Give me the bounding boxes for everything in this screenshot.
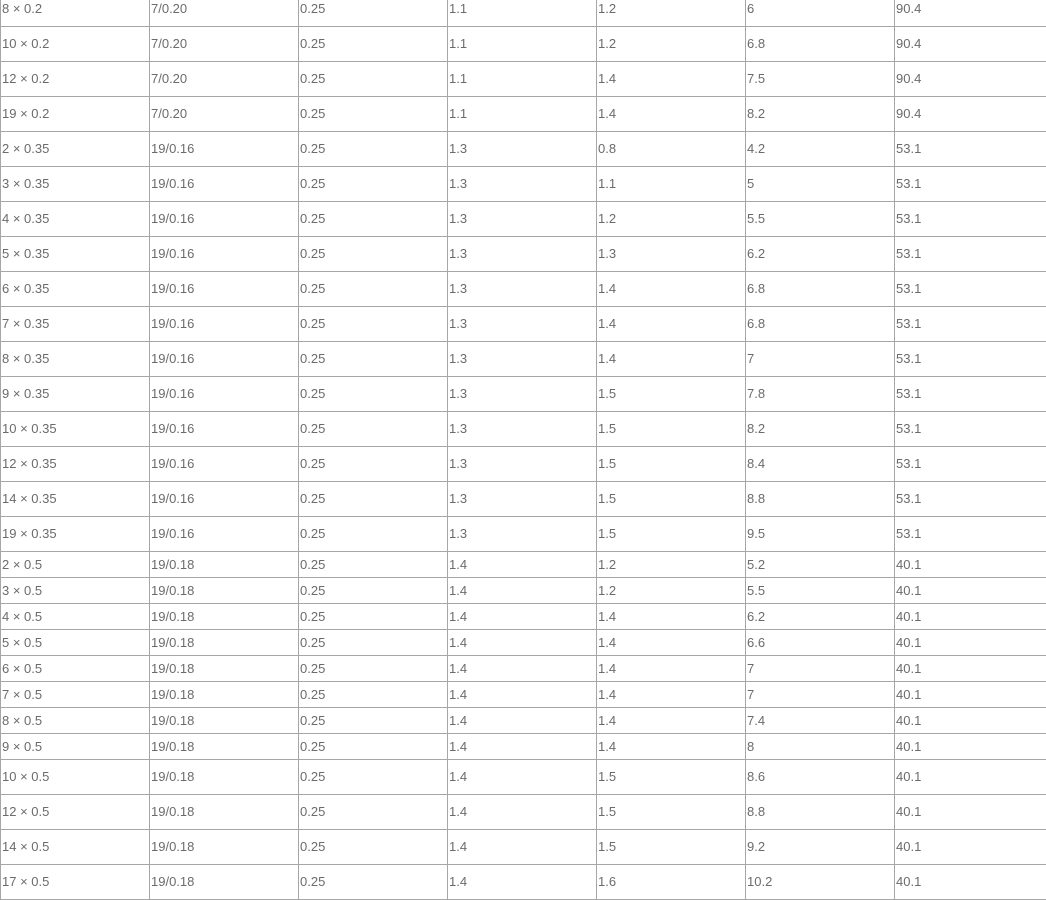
table-row xyxy=(1,0,1046,27)
table-row xyxy=(1,708,1046,734)
cell-insulation: 0.25 xyxy=(299,132,448,167)
cell-col-5: 1.2 xyxy=(597,27,746,62)
cell-size: 6 × 0.5 xyxy=(1,656,150,682)
cell-insulation: 0.25 xyxy=(299,97,448,132)
cell-col-7: 53.1 xyxy=(895,202,1046,237)
table-row xyxy=(1,830,1046,865)
table-row xyxy=(1,272,1046,307)
cell-col-4: 1.3 xyxy=(448,412,597,447)
cell-col-6: 5 xyxy=(746,167,895,202)
cell-size: 9 × 0.35 xyxy=(1,377,150,412)
cell-col-4: 1.4 xyxy=(448,865,597,900)
cell-size: 12 × 0.2 xyxy=(1,62,150,97)
cell-col-5: 1.5 xyxy=(597,412,746,447)
cell-insulation: 0.25 xyxy=(299,307,448,342)
cell-insulation: 0.25 xyxy=(299,482,448,517)
cell-col-5: 1.4 xyxy=(597,97,746,132)
cell-col-6: 6.8 xyxy=(746,27,895,62)
cell-insulation: 0.25 xyxy=(299,272,448,307)
cell-col-7: 53.1 xyxy=(895,517,1046,552)
cell-conductor: 19/0.16 xyxy=(150,447,299,482)
cell-insulation: 0.25 xyxy=(299,578,448,604)
cell-insulation: 0.25 xyxy=(299,630,448,656)
cell-size: 2 × 0.35 xyxy=(1,132,150,167)
cell-col-6: 10.2 xyxy=(746,865,895,900)
cell-col-5: 1.4 xyxy=(597,342,746,377)
cell-col-4: 1.1 xyxy=(448,27,597,62)
table-row xyxy=(1,682,1046,708)
cell-col-6: 6.2 xyxy=(746,604,895,630)
cell-col-5: 1.4 xyxy=(597,272,746,307)
cell-insulation: 0.25 xyxy=(299,0,448,27)
cell-size: 3 × 0.35 xyxy=(1,167,150,202)
cell-col-4: 1.3 xyxy=(448,447,597,482)
cell-size: 6 × 0.35 xyxy=(1,272,150,307)
cell-col-5: 1.5 xyxy=(597,482,746,517)
cell-conductor: 19/0.18 xyxy=(150,604,299,630)
cell-col-4: 1.3 xyxy=(448,132,597,167)
cell-size: 7 × 0.5 xyxy=(1,682,150,708)
table-row xyxy=(1,604,1046,630)
cell-col-5: 1.4 xyxy=(597,630,746,656)
cell-col-6: 7.4 xyxy=(746,708,895,734)
cell-col-5: 1.5 xyxy=(597,517,746,552)
cell-col-7: 40.1 xyxy=(895,682,1046,708)
cell-col-7: 53.1 xyxy=(895,447,1046,482)
cell-col-7: 40.1 xyxy=(895,734,1046,760)
cell-insulation: 0.25 xyxy=(299,517,448,552)
cell-col-5: 1.4 xyxy=(597,604,746,630)
table-row xyxy=(1,307,1046,342)
table-row xyxy=(1,27,1046,62)
cell-col-5: 1.5 xyxy=(597,377,746,412)
cell-conductor: 19/0.18 xyxy=(150,734,299,760)
cell-insulation: 0.25 xyxy=(299,412,448,447)
table-row xyxy=(1,795,1046,830)
cell-col-6: 8.8 xyxy=(746,482,895,517)
cell-col-4: 1.4 xyxy=(448,795,597,830)
table-row xyxy=(1,552,1046,578)
cell-insulation: 0.25 xyxy=(299,62,448,97)
cell-size: 7 × 0.35 xyxy=(1,307,150,342)
cell-col-7: 90.4 xyxy=(895,27,1046,62)
cell-col-5: 1.4 xyxy=(597,708,746,734)
cell-col-5: 1.5 xyxy=(597,830,746,865)
cell-col-7: 90.4 xyxy=(895,62,1046,97)
cell-conductor: 19/0.18 xyxy=(150,552,299,578)
cell-conductor: 19/0.16 xyxy=(150,412,299,447)
cell-col-7: 40.1 xyxy=(895,552,1046,578)
cell-col-4: 1.4 xyxy=(448,578,597,604)
cell-col-6: 8.8 xyxy=(746,795,895,830)
table-row xyxy=(1,482,1046,517)
cell-col-6: 7 xyxy=(746,682,895,708)
cell-col-4: 1.3 xyxy=(448,377,597,412)
cell-conductor: 7/0.20 xyxy=(150,62,299,97)
cell-col-6: 6.2 xyxy=(746,237,895,272)
cell-size: 10 × 0.35 xyxy=(1,412,150,447)
cell-col-6: 9.2 xyxy=(746,830,895,865)
cell-col-6: 8.2 xyxy=(746,97,895,132)
table-row xyxy=(1,760,1046,795)
table-row xyxy=(1,132,1046,167)
cell-conductor: 19/0.16 xyxy=(150,237,299,272)
cell-col-6: 7 xyxy=(746,342,895,377)
cell-insulation: 0.25 xyxy=(299,552,448,578)
table-row xyxy=(1,202,1046,237)
cell-col-6: 6.8 xyxy=(746,272,895,307)
cell-conductor: 19/0.16 xyxy=(150,307,299,342)
cell-size: 3 × 0.5 xyxy=(1,578,150,604)
table-row xyxy=(1,865,1046,900)
cell-col-4: 1.4 xyxy=(448,760,597,795)
cell-size: 5 × 0.5 xyxy=(1,630,150,656)
cell-insulation: 0.25 xyxy=(299,708,448,734)
table-row xyxy=(1,578,1046,604)
cell-col-5: 1.5 xyxy=(597,760,746,795)
table-body xyxy=(1,0,1046,900)
cell-conductor: 19/0.18 xyxy=(150,760,299,795)
table-row xyxy=(1,97,1046,132)
cell-conductor: 19/0.18 xyxy=(150,830,299,865)
cell-col-4: 1.3 xyxy=(448,272,597,307)
cell-col-4: 1.3 xyxy=(448,517,597,552)
cell-col-4: 1.3 xyxy=(448,167,597,202)
table-row xyxy=(1,167,1046,202)
cell-insulation: 0.25 xyxy=(299,682,448,708)
cell-size: 19 × 0.2 xyxy=(1,97,150,132)
cell-col-7: 90.4 xyxy=(895,0,1046,27)
table-row xyxy=(1,630,1046,656)
cell-col-6: 7 xyxy=(746,656,895,682)
cell-insulation: 0.25 xyxy=(299,237,448,272)
cell-insulation: 0.25 xyxy=(299,167,448,202)
cell-col-6: 7.5 xyxy=(746,62,895,97)
cell-col-7: 53.1 xyxy=(895,132,1046,167)
cell-col-7: 53.1 xyxy=(895,307,1046,342)
cell-insulation: 0.25 xyxy=(299,604,448,630)
cell-insulation: 0.25 xyxy=(299,377,448,412)
cell-col-5: 1.6 xyxy=(597,865,746,900)
cell-size: 8 × 0.35 xyxy=(1,342,150,377)
cell-col-6: 6.8 xyxy=(746,307,895,342)
cell-col-7: 40.1 xyxy=(895,630,1046,656)
cell-insulation: 0.25 xyxy=(299,342,448,377)
cell-size: 17 × 0.5 xyxy=(1,865,150,900)
cell-insulation: 0.25 xyxy=(299,734,448,760)
cell-col-5: 1.3 xyxy=(597,237,746,272)
cell-col-5: 1.1 xyxy=(597,167,746,202)
cell-conductor: 19/0.16 xyxy=(150,517,299,552)
cell-size: 8 × 0.2 xyxy=(1,0,150,27)
cell-conductor: 19/0.18 xyxy=(150,708,299,734)
cell-col-6: 4.2 xyxy=(746,132,895,167)
cell-size: 4 × 0.35 xyxy=(1,202,150,237)
cell-col-4: 1.4 xyxy=(448,708,597,734)
cell-size: 10 × 0.2 xyxy=(1,27,150,62)
cell-insulation: 0.25 xyxy=(299,865,448,900)
cell-col-4: 1.4 xyxy=(448,682,597,708)
cell-col-6: 8.2 xyxy=(746,412,895,447)
cell-col-4: 1.4 xyxy=(448,734,597,760)
table-row xyxy=(1,377,1046,412)
cell-conductor: 19/0.16 xyxy=(150,272,299,307)
cell-col-7: 90.4 xyxy=(895,97,1046,132)
cell-col-5: 1.4 xyxy=(597,682,746,708)
cell-insulation: 0.25 xyxy=(299,202,448,237)
cell-size: 8 × 0.5 xyxy=(1,708,150,734)
cell-col-7: 53.1 xyxy=(895,237,1046,272)
cell-conductor: 19/0.16 xyxy=(150,342,299,377)
cell-col-6: 8.4 xyxy=(746,447,895,482)
cell-col-4: 1.3 xyxy=(448,237,597,272)
cell-col-6: 5.5 xyxy=(746,578,895,604)
cell-conductor: 19/0.18 xyxy=(150,682,299,708)
cell-size: 4 × 0.5 xyxy=(1,604,150,630)
cell-col-6: 5.2 xyxy=(746,552,895,578)
cell-col-4: 1.3 xyxy=(448,342,597,377)
cell-size: 14 × 0.35 xyxy=(1,482,150,517)
cell-col-4: 1.1 xyxy=(448,62,597,97)
cell-col-5: 1.2 xyxy=(597,202,746,237)
cell-col-5: 1.2 xyxy=(597,552,746,578)
cell-col-6: 6.6 xyxy=(746,630,895,656)
table-row xyxy=(1,734,1046,760)
table-row xyxy=(1,237,1046,272)
cell-size: 19 × 0.35 xyxy=(1,517,150,552)
table-row xyxy=(1,412,1046,447)
table-row xyxy=(1,656,1046,682)
cell-col-4: 1.1 xyxy=(448,0,597,27)
cell-size: 2 × 0.5 xyxy=(1,552,150,578)
cell-size: 12 × 0.5 xyxy=(1,795,150,830)
cell-col-4: 1.4 xyxy=(448,656,597,682)
cell-conductor: 19/0.18 xyxy=(150,795,299,830)
cell-conductor: 19/0.16 xyxy=(150,167,299,202)
cell-size: 5 × 0.35 xyxy=(1,237,150,272)
cell-insulation: 0.25 xyxy=(299,656,448,682)
cell-col-6: 9.5 xyxy=(746,517,895,552)
cell-insulation: 0.25 xyxy=(299,27,448,62)
cell-col-5: 1.2 xyxy=(597,578,746,604)
cell-col-4: 1.4 xyxy=(448,830,597,865)
cell-col-7: 40.1 xyxy=(895,708,1046,734)
table-row xyxy=(1,342,1046,377)
cell-conductor: 19/0.18 xyxy=(150,865,299,900)
cell-conductor: 19/0.18 xyxy=(150,630,299,656)
cell-col-7: 53.1 xyxy=(895,342,1046,377)
cell-col-4: 1.4 xyxy=(448,552,597,578)
cell-conductor: 7/0.20 xyxy=(150,27,299,62)
cell-col-6: 8.6 xyxy=(746,760,895,795)
cell-size: 10 × 0.5 xyxy=(1,760,150,795)
cell-col-6: 7.8 xyxy=(746,377,895,412)
cell-conductor: 19/0.16 xyxy=(150,482,299,517)
cell-conductor: 19/0.16 xyxy=(150,132,299,167)
cell-col-7: 40.1 xyxy=(895,578,1046,604)
table-row xyxy=(1,447,1046,482)
cell-col-7: 40.1 xyxy=(895,795,1046,830)
cell-size: 9 × 0.5 xyxy=(1,734,150,760)
cell-conductor: 19/0.18 xyxy=(150,578,299,604)
table-row xyxy=(1,62,1046,97)
cell-size: 12 × 0.35 xyxy=(1,447,150,482)
cell-col-4: 1.4 xyxy=(448,630,597,656)
cell-conductor: 19/0.16 xyxy=(150,377,299,412)
cell-col-7: 53.1 xyxy=(895,377,1046,412)
cell-col-5: 1.4 xyxy=(597,62,746,97)
cell-col-7: 53.1 xyxy=(895,412,1046,447)
cell-conductor: 19/0.16 xyxy=(150,202,299,237)
table-row xyxy=(1,517,1046,552)
cell-col-4: 1.1 xyxy=(448,97,597,132)
cell-col-5: 1.4 xyxy=(597,656,746,682)
cell-col-7: 40.1 xyxy=(895,865,1046,900)
cell-col-7: 53.1 xyxy=(895,482,1046,517)
cell-col-5: 0.8 xyxy=(597,132,746,167)
cell-size: 14 × 0.5 xyxy=(1,830,150,865)
cell-col-4: 1.3 xyxy=(448,307,597,342)
cell-col-5: 1.4 xyxy=(597,307,746,342)
cell-col-4: 1.3 xyxy=(448,482,597,517)
cell-insulation: 0.25 xyxy=(299,447,448,482)
cell-col-4: 1.4 xyxy=(448,604,597,630)
cell-col-7: 40.1 xyxy=(895,604,1046,630)
cell-col-5: 1.5 xyxy=(597,447,746,482)
cell-col-5: 1.4 xyxy=(597,734,746,760)
cell-col-4: 1.3 xyxy=(448,202,597,237)
cell-col-7: 40.1 xyxy=(895,830,1046,865)
cell-conductor: 7/0.20 xyxy=(150,97,299,132)
cell-col-6: 6 xyxy=(746,0,895,27)
cell-insulation: 0.25 xyxy=(299,760,448,795)
cell-col-7: 53.1 xyxy=(895,167,1046,202)
cell-conductor: 7/0.20 xyxy=(150,0,299,27)
cell-conductor: 19/0.18 xyxy=(150,656,299,682)
cell-col-6: 8 xyxy=(746,734,895,760)
cell-insulation: 0.25 xyxy=(299,795,448,830)
cell-col-7: 53.1 xyxy=(895,272,1046,307)
cell-insulation: 0.25 xyxy=(299,830,448,865)
cell-col-7: 40.1 xyxy=(895,760,1046,795)
cell-col-5: 1.2 xyxy=(597,0,746,27)
cell-col-6: 5.5 xyxy=(746,202,895,237)
cell-col-5: 1.5 xyxy=(597,795,746,830)
cell-col-7: 40.1 xyxy=(895,656,1046,682)
